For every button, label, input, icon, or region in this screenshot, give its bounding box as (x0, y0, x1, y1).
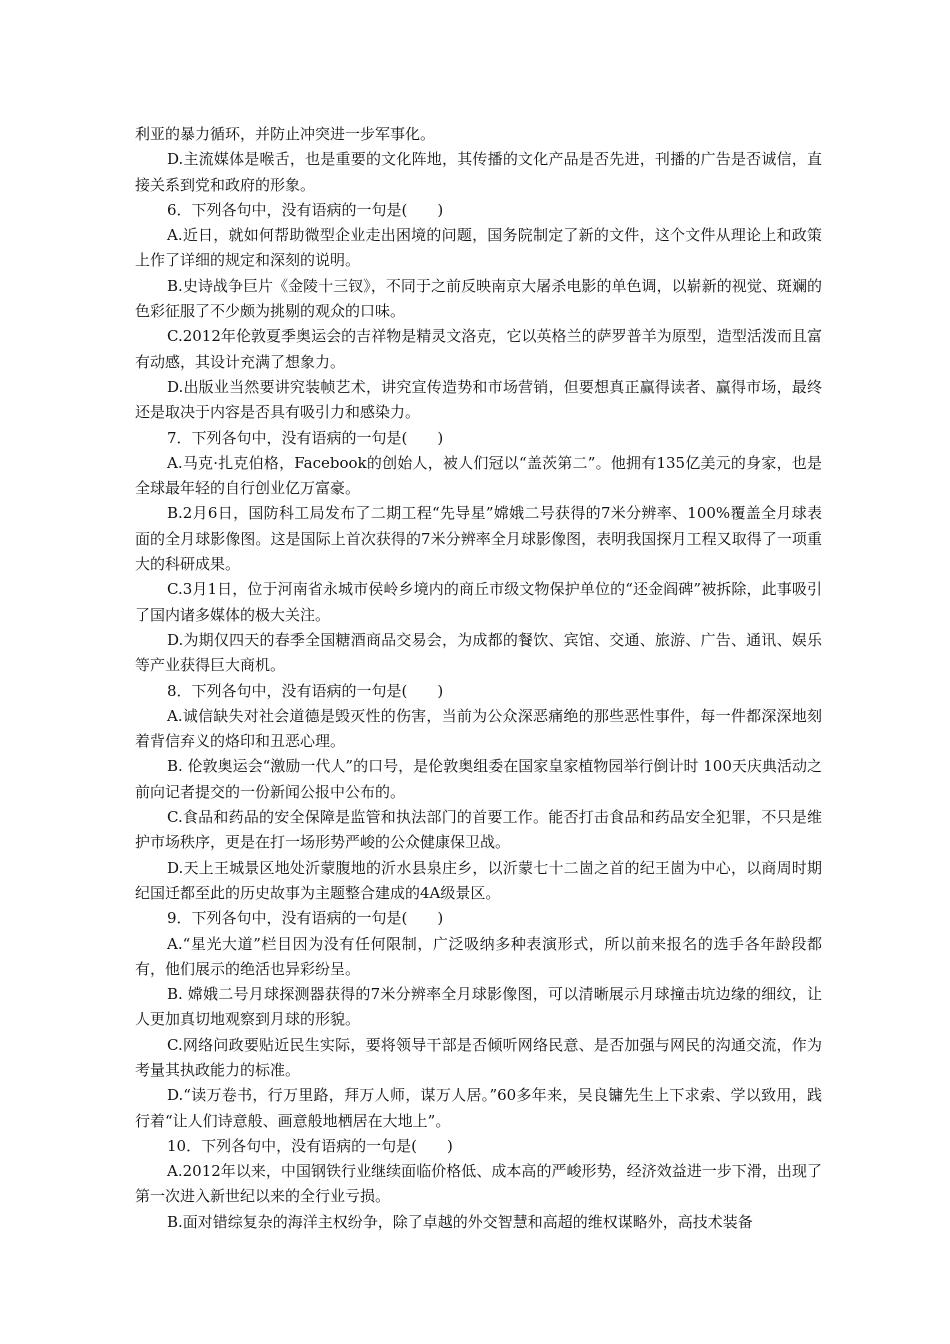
question-10: 10．下列各句中，没有语病的一句是( ) (167, 1136, 453, 1155)
option-b: B.面对错综复杂的海洋主权纷争，除了卓越的外交智慧和高超的维权谋略外，高技术装备 (167, 1212, 753, 1231)
option-a: A.“星光大道”栏目因为没有任何限制，广泛吸纳多种表演形式，所以前来报名的选手各年龄段都有，他们展示的绝活也异彩纷呈。 (135, 934, 822, 978)
option-a: A.近日，就如何帮助微型企业走出困境的问题，国务院制定了新的文件，这个文件从理论上和政策上作了详细的规定和深刻的说明。 (135, 226, 822, 270)
option-d: D.出版业当然要讲究装帧艺术，讲究宣传造势和市场营销，但要想真正赢得读者、赢得市场，最终还是取决于内容是否具有吸引力和感染力。 (135, 377, 822, 422)
option-d: D.天上王城景区地处沂蒙腹地的沂水县泉庄乡，以沂蒙七十二崮之首的纪王崮为中心，以商周时期纪国迁都至此的历史故事为主题整合建成的4A级景区。 (135, 858, 822, 902)
option-b: B.2月6日，国防科工局发布了二期工程“先导星”嫦娥二号获得的7米分辨率、100%覆盖全月球表面的全月球影像图。这是国际上首次获得的7米分辨率全月球影像图，表明我国探月工程又取得了一项重大的科研成果。 (135, 504, 822, 574)
option-c: C.3月1日，位于河南省永城市侯岭乡境内的商丘市级文物保护单位的“还金阎碑”被拆除，此事吸引了国内诸多媒体的极大关注。 (135, 580, 822, 624)
option-a: A.诚信缺失对社会道德是毁灭性的伤害，当前为公众深恶痛绝的那些恶性事件，每一件都深深地刻着背信弃义的烙印和丑恶心理。 (135, 706, 822, 751)
option-c: C.食品和药品的安全保障是监管和执法部门的首要工作。能否打击食品和药品安全犯罪，不只是维护市场秩序，更是在打一场形势严峻的公众健康保卫战。 (135, 808, 822, 852)
option-d: D.主流媒体是喉舌，也是重要的文化阵地，其传播的文化产品是否先进，刊播的广告是否诚信，直接关系到党和政府的形象。 (135, 150, 822, 194)
option-d: D.“读万卷书，行万里路，拜万人师，谋万人居。”60多年来，吴良镛先生上下求索、学以致用，践行着“让人们诗意般、画意般地栖居在大地上”。 (135, 1086, 822, 1130)
option-b: B. 嫦娥二号月球探测器获得的7米分辨率全月球影像图，可以清晰展示月球撞击坑边缘的细纹，让人更加真切地观察到月球的形貌。 (135, 985, 822, 1029)
option-d: D.为期仅四天的春季全国糖酒商品交易会，为成都的餐饮、宾馆、交通、旅游、广告、通讯、娱乐等产业获得巨大商机。 (135, 630, 822, 675)
question-8: 8．下列各句中，没有语病的一句是( ) (167, 681, 444, 700)
question-7: 7．下列各句中，没有语病的一句是( ) (167, 428, 444, 447)
option-a: A.2012年以来，中国钢铁行业继续面临价格低、成本高的严峻形势，经济效益进一步下滑，出现了第一次进入新世纪以来的全行业亏损。 (135, 1162, 822, 1206)
question-6: 6．下列各句中，没有语病的一句是( ) (167, 200, 444, 219)
paragraph: 利亚的暴力循环，并防止冲突进一步军事化。 (135, 125, 436, 143)
option-b: B. 伦敦奥运会“激励一代人”的口号，是伦敦奥组委在国家皇家植物园举行倒计时 100天庆典活动之前向记者提交的一份新闻公报中公布的。 (135, 757, 822, 801)
option-c: C.网络问政要贴近民生实际，要将领导干部是否倾听网络民意、是否加强与网民的沟通交流，作为考量其执政能力的标准。 (135, 1035, 822, 1079)
option-c: C.2012年伦敦夏季奥运会的吉祥物是精灵文洛克，它以英格兰的萨罗普羊为原型，造型活泼而且富有动感，其设计充满了想象力。 (135, 327, 822, 371)
question-9: 9．下列各句中，没有语病的一句是( ) (167, 909, 444, 928)
option-b: B.史诗战争巨片《金陵十三钗》，不同于之前反映南京大屠杀电影的单色调，以崭新的视觉、斑斓的色彩征服了不少颇为挑剔的观众的口味。 (135, 276, 822, 321)
option-a: A.马克·扎克伯格，Facebook的创始人，被人们冠以“盖茨第二”。他拥有135亿美元的身家，也是全球最年轻的自行创业亿万富豪。 (135, 453, 822, 498)
